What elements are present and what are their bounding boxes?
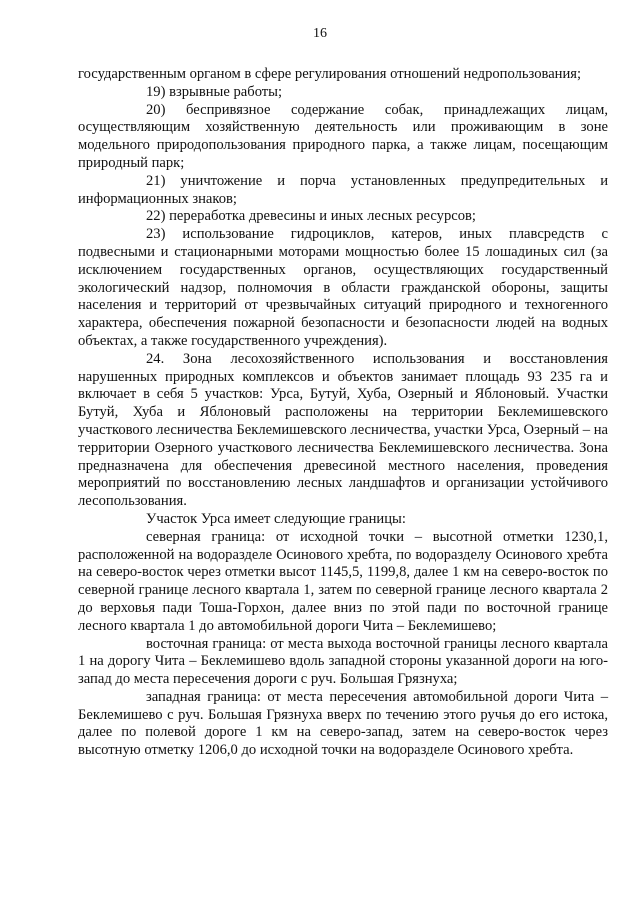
list-item-22: 22) переработка древесины и иных лесных ресурсов; (146, 208, 476, 225)
list-item-21: 21) уничтожение и порча установленных предупредительных и информационных знаков; (78, 172, 608, 207)
eastern-boundary-paragraph: восточная граница: от места выхода восточной границы лесного квартала 1 на дорогу Чита – Беклемишево вдоль западной стороны указанной дороги на юго-запад до места пересечения дороги с руч. Большая Грязнуха; (78, 635, 608, 688)
list-item-19: 19) взрывные работы; (146, 83, 283, 100)
section-24-paragraph: 24. Зона лесохозяйственного использования и восстановления нарушенных природных комплексов и объектов занимает площадь 93 235 га и включает в себя 5 участков: Урса, Бутуй, Хуба, Озерный и Яблоновый. Участки Бутуй, Хуба и Яблоновый расположены на территории Беклемишевского участкового лесничества Беклемишевского лесничества, участки Урса, Озерный – на территории Озерного участкового лесничества Беклемишевского лесничества. Зона предназначена для обеспечения древесиной местного населения, проведения мероприятий по восстановлению лесных ландшафтов и организации устойчивого лесопользования. (78, 350, 608, 510)
document-body (78, 66, 608, 760)
paragraph-continuation: государственным органом в сфере регулирования отношений недропользования; (78, 66, 582, 82)
northern-boundary-paragraph: северная граница: от исходной точки – высотной отметки 1230,1, расположенной на водоразделе Осинового хребта, по водоразделу Осинового хребта на северо-восток через отметки высот 1145,5, 1199,8, далее 1 км на северо-восток по северной границе лесного квартала 1, затем по северной границе лесного квартала 2 до верховья пади Тоша-Горхон, далее вниз по этой пади по восточной границе лесного квартала 1 до автомобильной дороги Чита – Беклемишево; (78, 528, 608, 634)
western-boundary-paragraph: западная граница: от места пересечения автомобильной дороги Чита – Беклемишево с руч. Большая Грязнуха вверх по течению этого ручья до его истока, далее по полевой дороге 1 км на северо-запад, затем на северо-восток через высотную отметку 1206,0 до исходной точки на водоразделе Осинового хребта. (78, 688, 608, 759)
list-item-20: 20) беспривязное содержание собак, принадлежащих лицам, осуществляющим хозяйственную деятельность или проживающим в зоне модельного природопользования природного парка, а также лицам, посещающим природный парк; (78, 101, 608, 171)
ursa-boundaries-heading: Участок Урса имеет следующие границы: (146, 510, 406, 527)
list-item-23: 23) использование гидроциклов, катеров, иных плавсредств с подвесными и стационарными моторами мощностью более 15 лошадиных сил (за исключением государственных органов, осуществляющих государственный экологический надзор, полномочия в области гражданской обороны, защиты населения и территорий от чрезвычайных ситуаций природного и техногенного характера, обеспечения пожарной безопасности и безопасности людей на водных объектах, а также государственного учреждения). (78, 226, 608, 349)
page-number: 16 (313, 26, 327, 41)
